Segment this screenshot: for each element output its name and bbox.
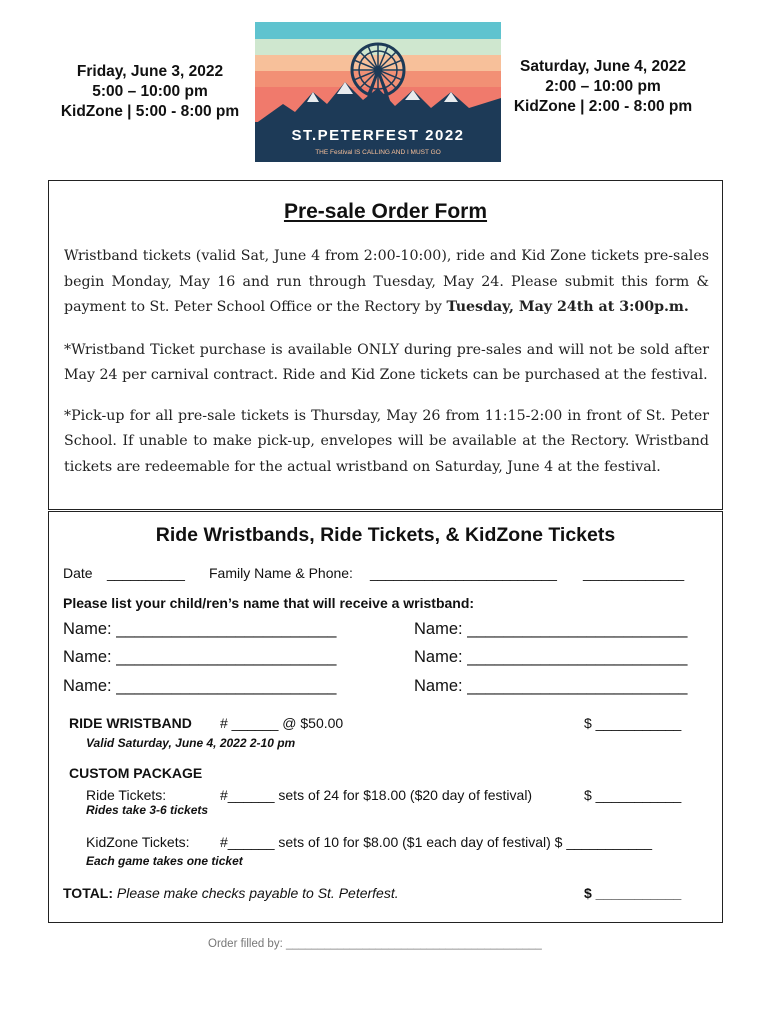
- total-row: [63, 885, 399, 901]
- child-name-field[interactable]: ________________________: [116, 620, 337, 638]
- name-label: Name:: [63, 648, 112, 666]
- child-name-row-2-right: [414, 648, 687, 667]
- st-peterfest-logo: [255, 22, 501, 162]
- total-label: TOTAL:: [63, 885, 114, 901]
- logo-tagline: THE Festival IS CALLING AND I MUST GO: [315, 149, 441, 156]
- order-section-title: Ride Wristbands, Ride Tickets, & KidZone Tickets: [155, 524, 616, 546]
- child-name-row-3-left: [63, 677, 336, 696]
- intro-text: [64, 244, 709, 480]
- name-label: Name:: [414, 620, 463, 638]
- ride-tickets-note: Rides take 3-6 tickets: [86, 803, 209, 817]
- child-name-field[interactable]: ________________________: [467, 648, 688, 666]
- wristband-note: Valid Saturday, June 4, 2022 2-10 pm: [86, 736, 296, 750]
- wristband-amount-field[interactable]: $ ___________: [584, 715, 682, 731]
- phone-field[interactable]: _____________: [583, 565, 685, 581]
- family-label: Family Name & Phone:: [209, 565, 353, 581]
- page-title: Pre-sale Order Form: [283, 200, 488, 223]
- logo-name: ST.PETERFEST 2022: [291, 127, 465, 144]
- child-name-row-1-left: [63, 620, 336, 639]
- deadline: Tuesday, May 24th at 3:00p.m.: [446, 299, 689, 315]
- kidzone-note: Each game takes one ticket: [86, 854, 243, 868]
- child-name-field[interactable]: ________________________: [467, 620, 688, 638]
- wristband-quantity-field[interactable]: # ______ @ $50.00: [220, 715, 344, 731]
- order-filled-by[interactable]: Order filled by: ________________________________________: [208, 938, 542, 950]
- friday-hours: 5:00 – 10:00 pm: [92, 83, 208, 100]
- child-name-field[interactable]: ________________________: [116, 648, 337, 666]
- friday-kidzone: KidZone | 5:00 - 8:00 pm: [60, 103, 240, 120]
- total-amount-field[interactable]: $ ___________: [584, 885, 682, 901]
- wristband-label: RIDE WRISTBAND: [69, 715, 192, 731]
- intro-paragraph-1: [64, 244, 709, 321]
- pickup-info: *Pick-up for all pre-sale tickets is Thursday, May 26 from 11:15-2:00 in front of St. Peter School. If unable to make pick-up, envelopes will be available at the Rectory. Wristband tickets are redeemable for the actual wristband on Saturday, June 4 at the festival.: [64, 407, 709, 475]
- kidzone-tickets-label: KidZone Tickets:: [86, 834, 190, 850]
- date-label: Date: [63, 565, 93, 581]
- child-name-row-1-right: [414, 620, 687, 639]
- name-label: Name:: [414, 648, 463, 666]
- saturday-hours: 2:00 – 10:00 pm: [545, 78, 661, 95]
- friday-schedule: [40, 62, 260, 122]
- intro-paragraph-1-text: Wristband tickets (valid Sat, June 4 from 2:00-10:00), ride and Kid Zone tickets pre-sales begin Monday, May 16 and run through Tuesday, May 24. Please submit this form & payment to St. Peter School Office or the Rectory by: [64, 248, 709, 315]
- saturday-schedule: [496, 57, 710, 117]
- date-field[interactable]: __________: [107, 565, 185, 581]
- name-label: Name:: [63, 677, 112, 695]
- family-name-field[interactable]: ________________________: [370, 565, 557, 581]
- children-label: Please list your child/ren’s name that will receive a wristband:: [63, 595, 475, 611]
- saturday-date: Saturday, June 4, 2022: [520, 58, 686, 75]
- kidzone-tickets-quantity-field[interactable]: #______ sets of 10 for $8.00 ($1 each day of festival) $ ___________: [220, 834, 652, 850]
- package-label: CUSTOM PACKAGE: [69, 765, 203, 781]
- name-label: Name:: [63, 620, 112, 638]
- child-name-field[interactable]: ________________________: [116, 677, 337, 695]
- ride-tickets-quantity-field[interactable]: #______ sets of 24 for $18.00 ($20 day of festival): [220, 787, 533, 803]
- child-name-row-2-left: [63, 648, 336, 667]
- ride-tickets-amount-field[interactable]: $ ___________: [584, 787, 682, 803]
- ride-tickets-label: Ride Tickets:: [86, 787, 167, 803]
- child-name-row-3-right: [414, 677, 687, 696]
- wristband-policy: *Wristband Ticket purchase is available ONLY during pre-sales and will not be sold after May 24 per carnival contract. Ride and Kid Zone tickets can be purchased at the festival.: [64, 341, 709, 383]
- name-label: Name:: [414, 677, 463, 695]
- saturday-kidzone: KidZone | 2:00 - 8:00 pm: [513, 98, 693, 115]
- friday-date: Friday, June 3, 2022: [76, 63, 224, 80]
- child-name-field[interactable]: ________________________: [467, 677, 688, 695]
- payment-instructions: Please make checks payable to St. Peterfest.: [116, 885, 399, 901]
